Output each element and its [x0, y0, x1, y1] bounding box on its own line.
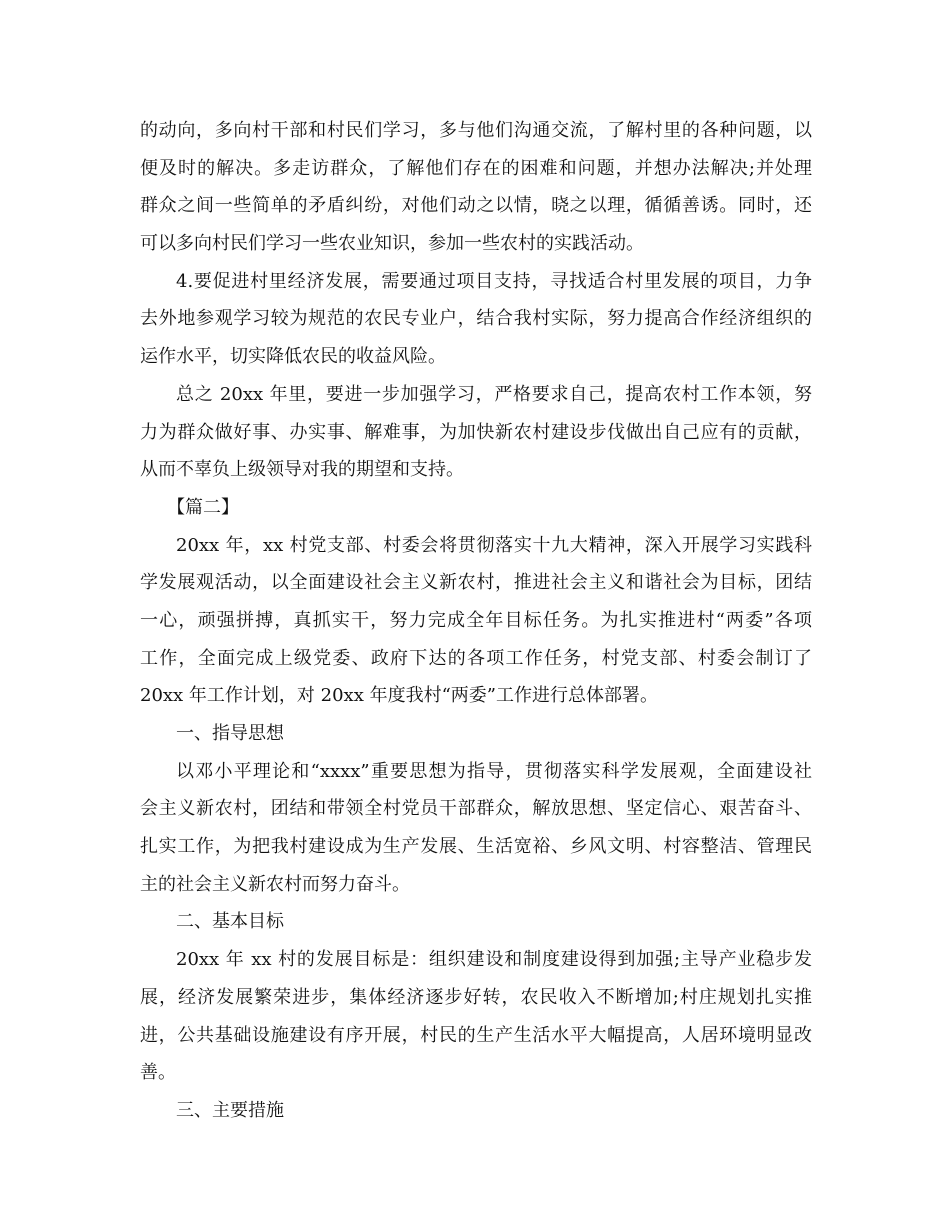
section-title-text: 【篇二】 — [167, 496, 239, 518]
text-line: 主的社会主义新农村而努力奋斗。 — [140, 873, 410, 895]
text-line: 便及时的解决。多走访群众，了解他们存在的困难和问题，并想办法解决;并处理 — [140, 157, 812, 179]
heading-basic-goals — [140, 903, 812, 941]
paragraph-1 — [140, 112, 812, 263]
text-line: 善。 — [140, 1062, 176, 1084]
text-line: 从而不辜负上级领导对我的期望和支持。 — [140, 459, 464, 481]
paragraph-5 — [140, 753, 812, 904]
text-line: 可以多向村民们学习一些农业知识，参加一些农村的实践活动。 — [140, 233, 644, 255]
heading-main-measures — [140, 1092, 812, 1130]
paragraph-4 — [140, 527, 812, 715]
text-line: 去外地参观学习较为规范的农民专业户，结合我村实际，努力提高合作经济组织的 — [140, 308, 812, 330]
text-line: 以邓小平理论和“xxxx”重要思想为指导，贯彻落实科学发展观，全面建设社 — [176, 760, 812, 782]
text-line: 进，公共基础设施建设有序开展，村民的生产生活水平大幅提高，人居环境明显改 — [140, 1024, 812, 1046]
text-line: 力为群众做好事、办实事、解难事，为加快新农村建设步伐做出自己应有的贡献， — [140, 421, 812, 443]
section-title — [140, 489, 812, 527]
text-line: 会主义新农村，团结和带领全村党员干部群众，解放思想、坚定信心、艰苦奋斗、 — [140, 798, 812, 820]
document-body — [140, 112, 812, 1130]
text-line: 4.要促进村里经济发展，需要通过项目支持，寻找适合村里发展的项目，力争 — [176, 270, 812, 292]
paragraph-6 — [140, 941, 812, 1092]
paragraph-3 — [140, 376, 812, 489]
text-line: 扎实工作，为把我村建设成为生产发展、生活宽裕、乡风文明、村容整洁、管理民 — [140, 836, 812, 858]
text-line: 20xx 年工作计划，对 20xx 年度我村“两委”工作进行总体部署。 — [140, 685, 658, 707]
text-line: 的动向，多向村干部和村民们学习，多与他们沟通交流，了解村里的各种问题，以 — [140, 120, 812, 141]
text-line: 20xx 年 xx 村的发展目标是：组织建设和制度建设得到加强;主导产业稳步发 — [176, 949, 812, 971]
heading-text: 一、指导思想 — [176, 723, 284, 744]
text-line: 学发展观活动，以全面建设社会主义新农村，推进社会主义和谐社会为目标，团结 — [140, 572, 812, 594]
text-line: 工作，全面完成上级党委、政府下达的各项工作任务，村党支部、村委会制订了 — [140, 647, 812, 669]
text-line: 20xx 年，xx 村党支部、村委会将贯彻落实十九大精神，深入开展学习实践科 — [176, 534, 812, 556]
text-line: 展，经济发展繁荣进步，集体经济逐步好转，农民收入不断增加;村庄规划扎实推 — [140, 986, 812, 1008]
heading-guiding-ideology — [140, 715, 812, 753]
paragraph-2 — [140, 263, 812, 376]
text-line: 总之 20xx 年里，要进一步加强学习，严格要求自己，提高农村工作本领，努 — [176, 383, 812, 405]
text-line: 一心，顽强拼搏，真抓实干，努力完成全年目标任务。为扎实推进村“两委”各项 — [140, 609, 812, 631]
text-line: 运作水平，切实降低农民的收益风险。 — [140, 346, 446, 368]
text-line: 群众之间一些简单的矛盾纠纷，对他们动之以情，晓之以理，循循善诱。同时，还 — [140, 195, 812, 217]
heading-text: 三、主要措施 — [176, 1099, 284, 1121]
heading-text: 二、基本目标 — [176, 911, 284, 933]
